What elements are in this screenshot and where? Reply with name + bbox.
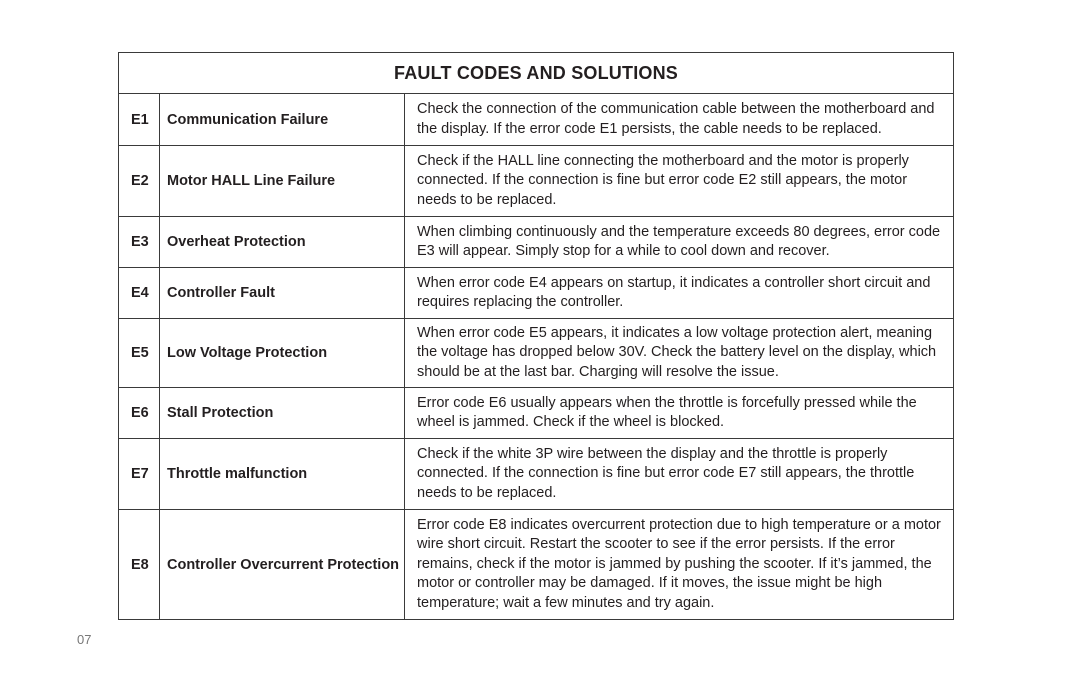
fault-name: Controller Overcurrent Protection xyxy=(160,510,405,620)
fault-code: E7 xyxy=(119,439,160,510)
fault-solution: Error code E6 usually appears when the throttle is forcefully pressed while the wheel is jammed. Check if the wheel is blocked. xyxy=(405,388,954,439)
table-row xyxy=(119,94,954,146)
table-row xyxy=(119,319,954,388)
fault-solution: When climbing continuously and the temperature exceeds 80 degrees, error code E3 will appear. Simply stop for a while to cool down and recover. xyxy=(405,217,954,268)
fault-code: E6 xyxy=(119,388,160,439)
fault-name: Low Voltage Protection xyxy=(160,319,405,388)
fault-name: Throttle malfunction xyxy=(160,439,405,510)
fault-name: Controller Fault xyxy=(160,268,405,319)
fault-solution: When error code E4 appears on startup, it indicates a controller short circuit and requires replacing the controller. xyxy=(405,268,954,319)
fault-solution: Check if the white 3P wire between the display and the throttle is properly connected. If the connection is fine but error code E7 still appears, the throttle needs to be replaced. xyxy=(405,439,954,510)
table-row xyxy=(119,510,954,620)
fault-codes-table xyxy=(118,52,954,620)
table-row xyxy=(119,146,954,217)
table-title: FAULT CODES AND SOLUTIONS xyxy=(119,53,954,94)
fault-code: E3 xyxy=(119,217,160,268)
fault-name: Motor HALL Line Failure xyxy=(160,146,405,217)
table-title-row xyxy=(119,53,954,94)
fault-solution: When error code E5 appears, it indicates a low voltage protection alert, meaning the voltage has dropped below 30V. Check the battery level on the display, which should be at the last bar. Charging will resolve the issue. xyxy=(405,319,954,388)
table-row xyxy=(119,439,954,510)
table-row xyxy=(119,268,954,319)
page-number: 07 xyxy=(77,632,92,647)
fault-code: E2 xyxy=(119,146,160,217)
fault-code: E5 xyxy=(119,319,160,388)
fault-name: Stall Protection xyxy=(160,388,405,439)
fault-name: Overheat Protection xyxy=(160,217,405,268)
table-row xyxy=(119,217,954,268)
fault-solution: Check the connection of the communication cable between the motherboard and the display. If the error code E1 persists, the cable needs to be replaced. xyxy=(405,94,954,146)
fault-code: E8 xyxy=(119,510,160,620)
fault-solution: Error code E8 indicates overcurrent protection due to high temperature or a motor wire short circuit. Restart the scooter to see if the error persists. If the error remains, check if the motor is jammed by pushing the scooter. If it’s jammed, the motor or controller may be damaged. If it moves, the issue might be high temperature; wait a few minutes and try again. xyxy=(405,510,954,620)
fault-code: E1 xyxy=(119,94,160,146)
fault-name: Communication Failure xyxy=(160,94,405,146)
fault-solution: Check if the HALL line connecting the motherboard and the motor is properly connected. If the connection is fine but error code E2 still appears, the motor needs to be replaced. xyxy=(405,146,954,217)
fault-code: E4 xyxy=(119,268,160,319)
table-row xyxy=(119,388,954,439)
